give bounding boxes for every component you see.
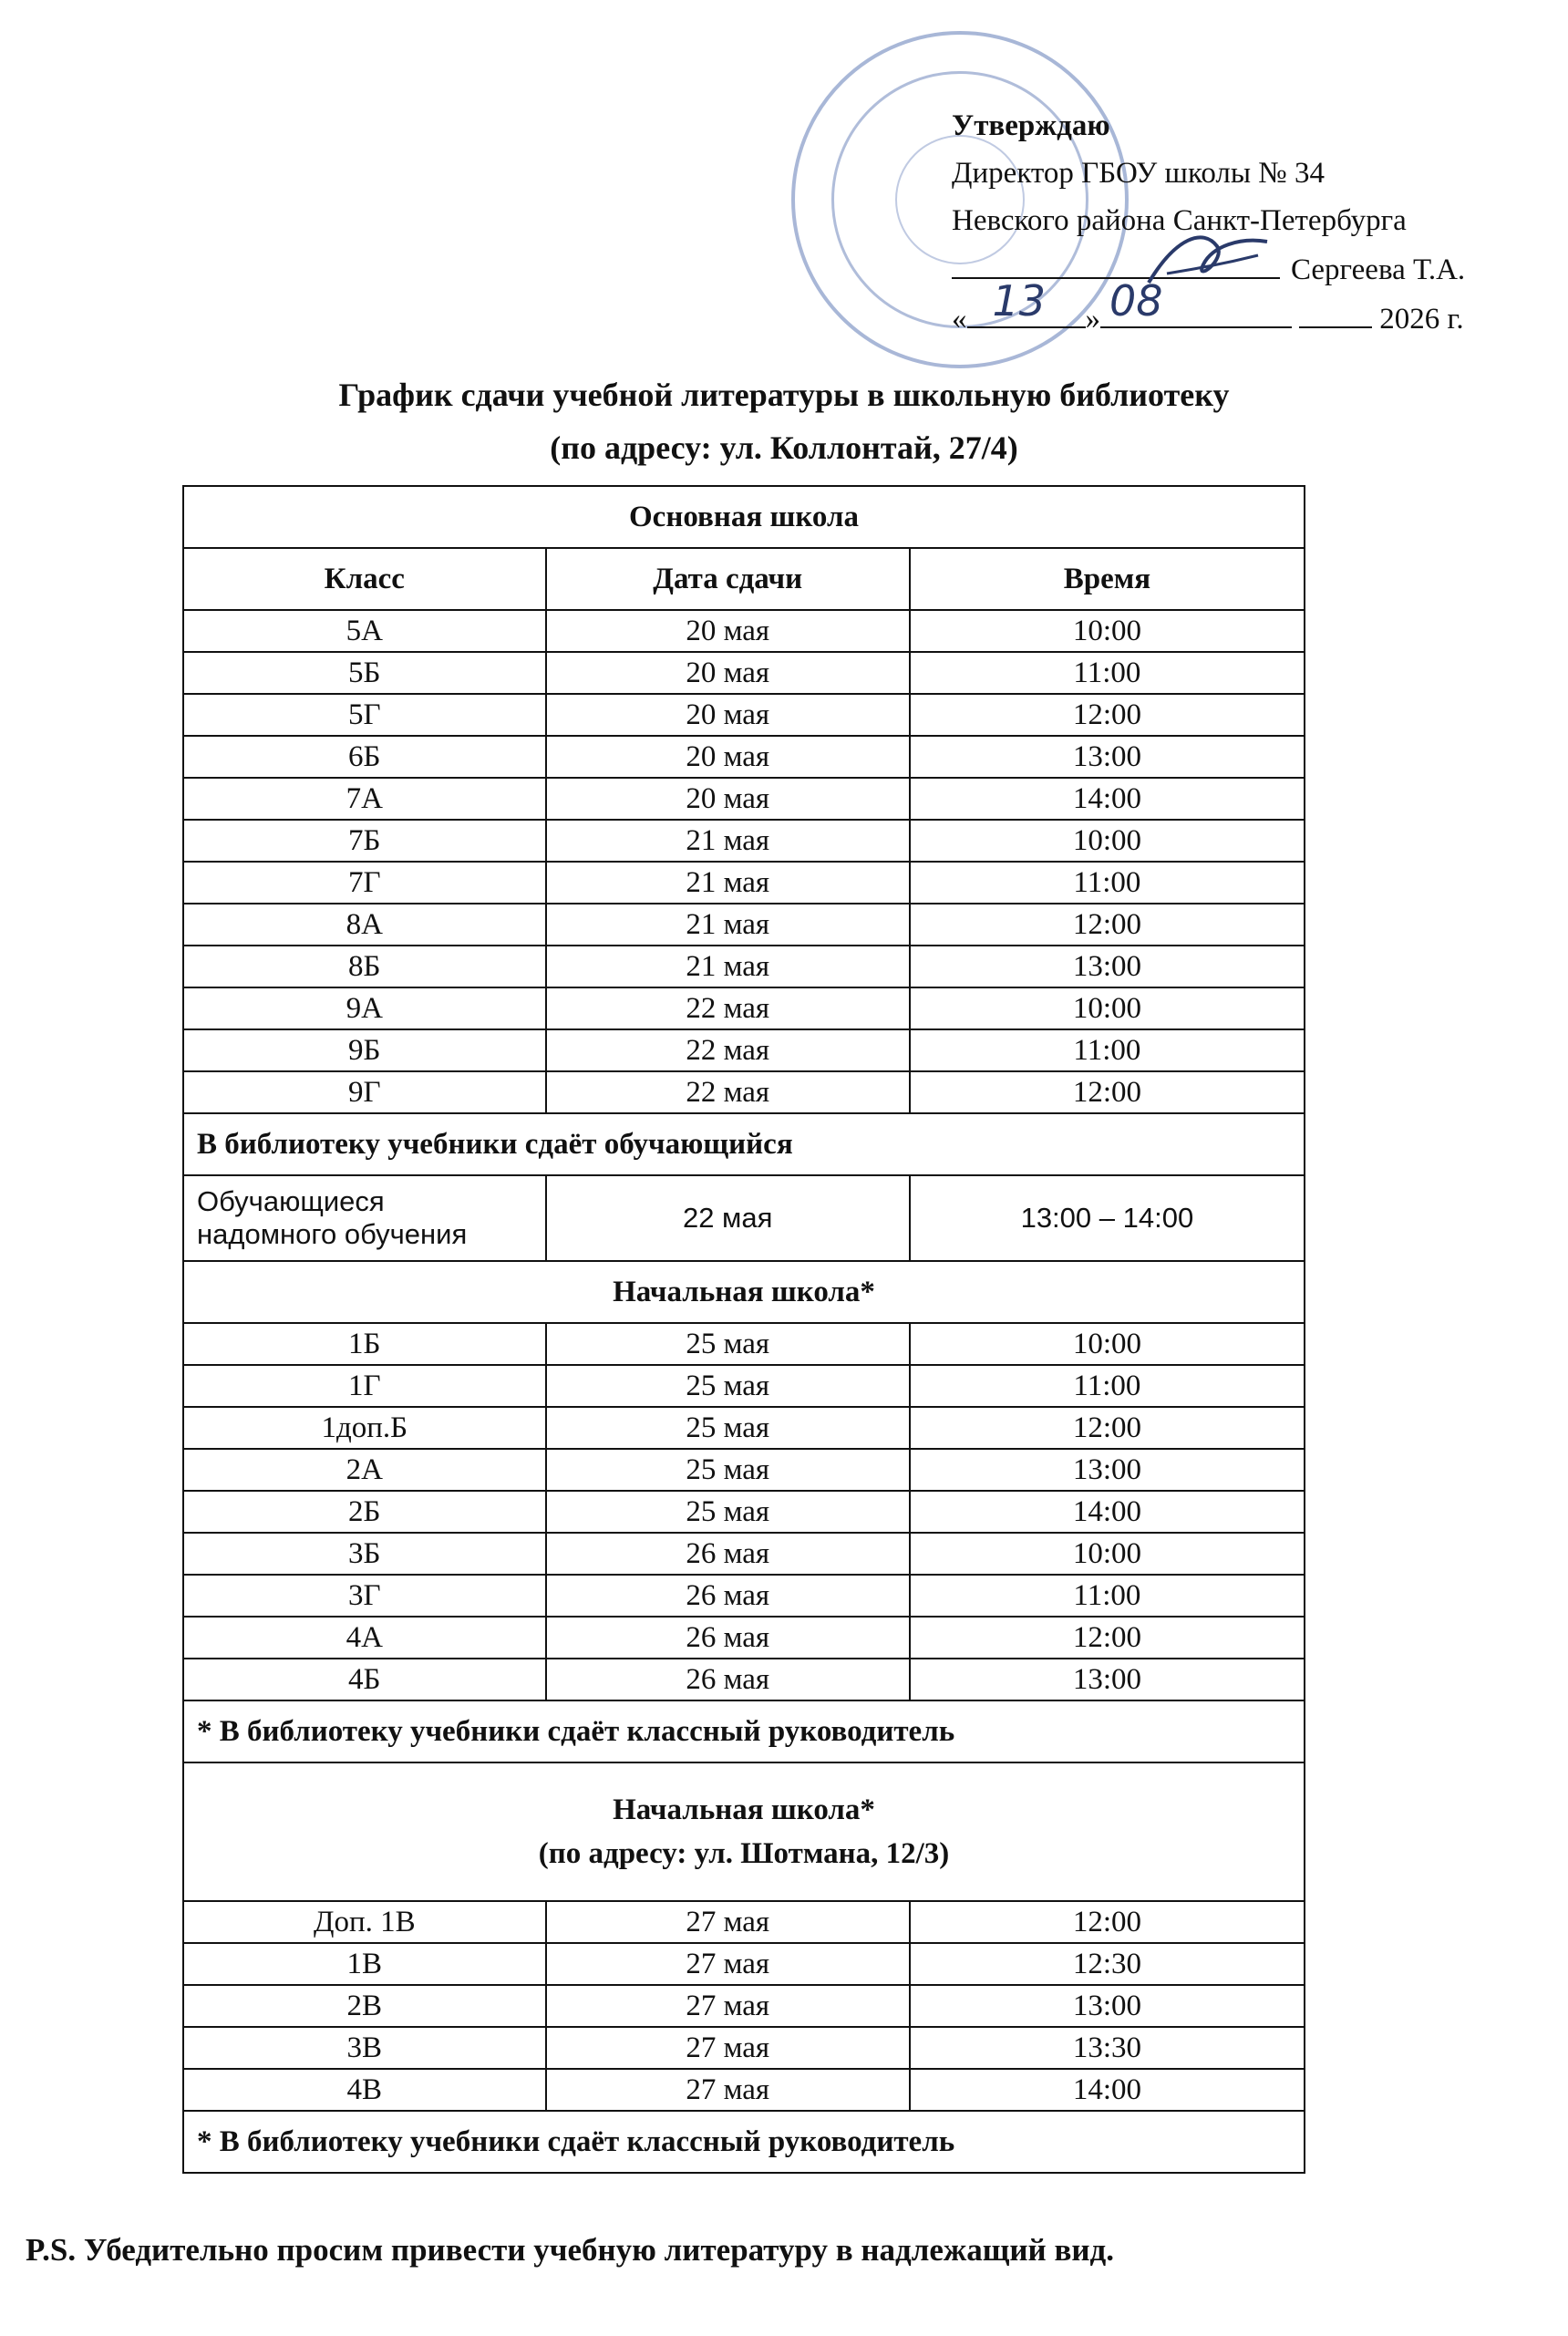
table-row bbox=[183, 1985, 1305, 2027]
approval-date-line bbox=[952, 276, 1535, 343]
cell-date: 25 мая bbox=[546, 1449, 910, 1491]
cell-class: 1Б bbox=[183, 1323, 546, 1365]
cell-time: 12:00 bbox=[910, 1617, 1305, 1659]
home-label-line1: Обучающиеся bbox=[197, 1185, 385, 1217]
cell-date: 27 мая bbox=[546, 1901, 910, 1943]
cell-time: 11:00 bbox=[910, 1575, 1305, 1617]
table-row bbox=[183, 652, 1305, 694]
cell-class: 7Б bbox=[183, 820, 546, 862]
cell-date: 27 мая bbox=[546, 2027, 910, 2069]
approval-signatory: Сергеева Т.А. bbox=[1291, 253, 1466, 286]
cell-time: 13:00 bbox=[910, 1449, 1305, 1491]
table-header-row bbox=[183, 548, 1305, 610]
table-row bbox=[183, 1943, 1305, 1985]
cell-date: 26 мая bbox=[546, 1617, 910, 1659]
header-date: Дата сдачи bbox=[546, 548, 910, 610]
cell-class: 5А bbox=[183, 610, 546, 652]
cell-date: 21 мая bbox=[546, 862, 910, 904]
note-row-student bbox=[183, 1113, 1305, 1175]
section-primary2-line2: (по адресу: ул. Шотмана, 12/3) bbox=[538, 1837, 950, 1870]
approval-heading: Утверждаю bbox=[952, 109, 1110, 142]
cell-class: 4В bbox=[183, 2069, 546, 2111]
cell-date: 21 мая bbox=[546, 904, 910, 946]
cell-time: 13:00 bbox=[910, 1659, 1305, 1700]
table-row bbox=[183, 946, 1305, 987]
cell-class: 9А bbox=[183, 987, 546, 1029]
table-row bbox=[183, 987, 1305, 1029]
cell-date: 26 мая bbox=[546, 1533, 910, 1575]
cell-class: 3В bbox=[183, 2027, 546, 2069]
section-row-primary bbox=[183, 1261, 1305, 1323]
approval-position: Директор ГБОУ школы № 34 bbox=[952, 157, 1326, 190]
note-row-teacher-2 bbox=[183, 2111, 1305, 2173]
home-label-line2: надомного обучения bbox=[197, 1218, 468, 1250]
cell-class: 2А bbox=[183, 1449, 546, 1491]
postscript-note: P.S. Убедительно просим привести учебную литературу в надлежащий вид. bbox=[26, 2232, 1114, 2268]
cell-home-label bbox=[183, 1175, 546, 1261]
cell-class: 3Г bbox=[183, 1575, 546, 1617]
date-day-blank bbox=[967, 276, 1086, 328]
cell-class: 1Г bbox=[183, 1365, 546, 1407]
cell-home-date: 22 мая bbox=[546, 1175, 910, 1261]
cell-time: 12:00 bbox=[910, 1071, 1305, 1113]
section-row-main bbox=[183, 486, 1305, 548]
approval-district: Невского района Санкт-Петербурга bbox=[952, 204, 1407, 237]
cell-date: 22 мая bbox=[546, 1071, 910, 1113]
cell-time: 12:30 bbox=[910, 1943, 1305, 1985]
cell-date: 25 мая bbox=[546, 1323, 910, 1365]
cell-class: 5Г bbox=[183, 694, 546, 736]
note-row-teacher-1 bbox=[183, 1700, 1305, 1762]
cell-time: 14:00 bbox=[910, 778, 1305, 820]
table-row bbox=[183, 2027, 1305, 2069]
section-title-main: Основная школа bbox=[183, 486, 1305, 548]
table-row bbox=[183, 820, 1305, 862]
cell-home-time: 13:00 – 14:00 bbox=[910, 1175, 1305, 1261]
table-row bbox=[183, 1901, 1305, 1943]
header-time: Время bbox=[910, 548, 1305, 610]
section-title-primary-2 bbox=[183, 1762, 1305, 1901]
cell-class: 2Б bbox=[183, 1491, 546, 1533]
table-row bbox=[183, 904, 1305, 946]
date-month-handwritten: 08 bbox=[1109, 276, 1163, 326]
table-row bbox=[183, 610, 1305, 652]
date-open-quote: « bbox=[952, 303, 967, 336]
handwritten-signature bbox=[1140, 219, 1276, 301]
cell-class: 1доп.Б bbox=[183, 1407, 546, 1449]
cell-time: 12:00 bbox=[910, 904, 1305, 946]
table-row bbox=[183, 736, 1305, 778]
cell-time: 11:00 bbox=[910, 1365, 1305, 1407]
cell-class: 1В bbox=[183, 1943, 546, 1985]
table-row bbox=[183, 1575, 1305, 1617]
cell-date: 20 мая bbox=[546, 610, 910, 652]
cell-class: 3Б bbox=[183, 1533, 546, 1575]
cell-date: 27 мая bbox=[546, 2069, 910, 2111]
cell-date: 22 мая bbox=[546, 987, 910, 1029]
cell-date: 20 мая bbox=[546, 652, 910, 694]
table-row bbox=[183, 778, 1305, 820]
cell-class: Доп. 1В bbox=[183, 1901, 546, 1943]
cell-class: 9Б bbox=[183, 1029, 546, 1071]
cell-date: 25 мая bbox=[546, 1407, 910, 1449]
table-row bbox=[183, 1407, 1305, 1449]
cell-date: 25 мая bbox=[546, 1365, 910, 1407]
cell-time: 11:00 bbox=[910, 652, 1305, 694]
cell-class: 6Б bbox=[183, 736, 546, 778]
cell-date: 20 мая bbox=[546, 778, 910, 820]
cell-date: 26 мая bbox=[546, 1659, 910, 1700]
cell-time: 12:00 bbox=[910, 1407, 1305, 1449]
cell-time: 13:00 bbox=[910, 1985, 1305, 2027]
table-row bbox=[183, 2069, 1305, 2111]
cell-time: 10:00 bbox=[910, 820, 1305, 862]
home-schooling-row bbox=[183, 1175, 1305, 1261]
cell-time: 11:00 bbox=[910, 862, 1305, 904]
cell-class: 2В bbox=[183, 1985, 546, 2027]
cell-date: 27 мая bbox=[546, 1943, 910, 1985]
cell-time: 10:00 bbox=[910, 1533, 1305, 1575]
date-year: 2026 г. bbox=[1379, 303, 1464, 336]
cell-date: 22 мая bbox=[546, 1029, 910, 1071]
cell-time: 11:00 bbox=[910, 1029, 1305, 1071]
table-row bbox=[183, 1071, 1305, 1113]
table-row bbox=[183, 1491, 1305, 1533]
cell-time: 13:00 bbox=[910, 946, 1305, 987]
cell-class: 4Б bbox=[183, 1659, 546, 1700]
section-row-primary-2 bbox=[183, 1762, 1305, 1901]
note-student: В библиотеку учебники сдаёт обучающийся bbox=[183, 1113, 1305, 1175]
cell-class: 7А bbox=[183, 778, 546, 820]
cell-time: 13:30 bbox=[910, 2027, 1305, 2069]
table-row bbox=[183, 1449, 1305, 1491]
table-row bbox=[183, 1533, 1305, 1575]
date-day-handwritten: 13 bbox=[992, 276, 1047, 326]
table-row bbox=[183, 1659, 1305, 1700]
cell-date: 26 мая bbox=[546, 1575, 910, 1617]
cell-time: 14:00 bbox=[910, 2069, 1305, 2111]
document-subtitle-address: (по адресу: ул. Коллонтай, 27/4) bbox=[550, 429, 1018, 466]
table-row bbox=[183, 1323, 1305, 1365]
section-title-primary: Начальная школа* bbox=[183, 1261, 1305, 1323]
cell-date: 20 мая bbox=[546, 694, 910, 736]
section-primary2-line1: Начальная школа* bbox=[613, 1793, 875, 1826]
table-row bbox=[183, 1365, 1305, 1407]
note-teacher-2: * В библиотеку учебники сдаёт классный руководитель bbox=[183, 2111, 1305, 2173]
cell-date: 27 мая bbox=[546, 1985, 910, 2027]
cell-time: 12:00 bbox=[910, 694, 1305, 736]
table-row bbox=[183, 694, 1305, 736]
date-close-quote: » bbox=[1085, 303, 1100, 336]
header-class: Класс bbox=[183, 548, 546, 610]
cell-class: 8А bbox=[183, 904, 546, 946]
note-teacher-1: * В библиотеку учебники сдаёт классный руководитель bbox=[183, 1700, 1305, 1762]
cell-time: 10:00 bbox=[910, 1323, 1305, 1365]
cell-class: 9Г bbox=[183, 1071, 546, 1113]
cell-time: 10:00 bbox=[910, 987, 1305, 1029]
cell-class: 7Г bbox=[183, 862, 546, 904]
cell-class: 5Б bbox=[183, 652, 546, 694]
cell-date: 25 мая bbox=[546, 1491, 910, 1533]
table-row bbox=[183, 1617, 1305, 1659]
cell-date: 21 мая bbox=[546, 946, 910, 987]
cell-date: 20 мая bbox=[546, 736, 910, 778]
date-year-blank bbox=[1299, 294, 1372, 328]
cell-time: 14:00 bbox=[910, 1491, 1305, 1533]
cell-time: 13:00 bbox=[910, 736, 1305, 778]
document-title: График сдачи учебной литературы в школьную библиотеку bbox=[338, 377, 1230, 413]
cell-class: 8Б bbox=[183, 946, 546, 987]
table-row bbox=[183, 1029, 1305, 1071]
cell-date: 21 мая bbox=[546, 820, 910, 862]
table-row bbox=[183, 862, 1305, 904]
schedule-table bbox=[182, 485, 1305, 2174]
cell-time: 12:00 bbox=[910, 1901, 1305, 1943]
cell-time: 10:00 bbox=[910, 610, 1305, 652]
cell-class: 4А bbox=[183, 1617, 546, 1659]
